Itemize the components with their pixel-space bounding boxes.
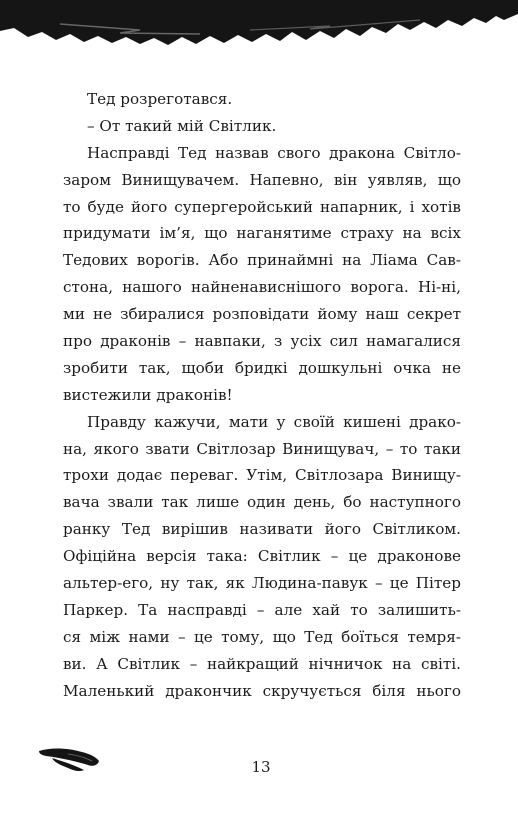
text-line: Тед розреготався. xyxy=(87,90,233,108)
page-number: 13 xyxy=(251,758,271,776)
text-line: Насправді Тед назвав свого дракона Світло- xyxy=(87,143,461,162)
text-line: Тедових ворогів. Або принаймні на Ліама Сав- xyxy=(63,251,461,270)
text-line: то буде його супергеройський напарник, і хотів xyxy=(63,197,461,216)
text-line: альтер-его, ну так, як Людина-павук – це Пітер xyxy=(63,574,461,593)
text-line: – От такий мій Світлик. xyxy=(87,116,277,135)
text-line: стона, нашого найненависнішого ворога. Ні-ні, xyxy=(63,278,461,297)
text-line: Офіційна версія така: Світлик – це драконове xyxy=(63,547,461,566)
text-line: Правду кажучи, мати у своїй кишені драко- xyxy=(87,412,461,431)
top-brush-stroke-decoration xyxy=(0,0,518,52)
text-line: Паркер. Та насправді – але хай то залишить- xyxy=(63,600,461,619)
body-text xyxy=(63,86,461,704)
text-line: Маленький дракончик скручується біля нього xyxy=(63,681,461,700)
text-line: придумати ім’я, що наганятиме страху на всіх xyxy=(63,224,461,243)
text-line: зробити так, щоби бридкі дошкульні очка не xyxy=(63,358,461,377)
text-line: вача звали так лише один день, бо наступного xyxy=(63,493,461,512)
text-line: на, якого звати Світлозар Винищувач, – то таки xyxy=(63,439,461,458)
text-line: ви. А Світлик – найкращий нічничок на світі. xyxy=(63,654,461,673)
text-line: вистежили драконів! xyxy=(63,385,233,404)
text-line: ранку Тед вирішив називати його Світликом. xyxy=(63,520,461,539)
text-line: ся між нами – це тому, що Тед боїться темря- xyxy=(63,627,461,646)
text-line: трохи додає переваг. Утім, Світлозара Винищу- xyxy=(63,466,461,485)
text-line: про драконів – навпаки, з усіх сил намагалися xyxy=(63,332,461,351)
text-line: заром Винищувачем. Напевно, він уявляв, що xyxy=(63,170,461,189)
text-line: ми не збиралися розповідати йому наш секрет xyxy=(63,305,461,324)
